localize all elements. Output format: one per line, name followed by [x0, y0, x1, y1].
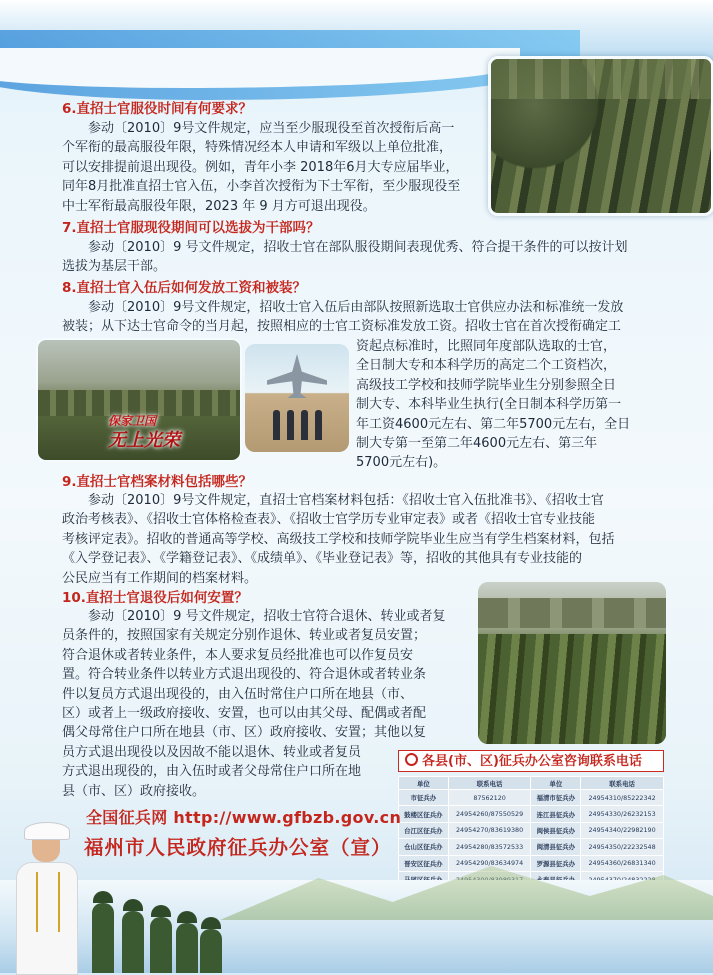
photo-parade-formation	[478, 582, 666, 744]
section-8-side-line: 全日制大专和本科学历的高定二个工资档次，	[356, 358, 617, 374]
photo-caption	[108, 410, 180, 451]
caption-line-1: 保家卫国	[108, 414, 157, 428]
photo-fighter-jet-pilots	[245, 344, 349, 452]
table-row	[399, 790, 664, 806]
section-9-line: 政治考核表》、《招收士官体格检查表》、《招收士官学历专业审定表》或者《招收士官专业技能	[62, 512, 596, 528]
section-8-body	[62, 298, 662, 337]
section-6-line: 参动〔2010〕9号文件规定，应当至少服现役至首次授衔后高一	[88, 121, 455, 136]
cell-phone: 24954330/26232153	[581, 806, 664, 822]
section-10-title: 10.直招士官退役后如何安置？	[62, 590, 248, 606]
photo-soldier-rows	[478, 634, 666, 744]
cell-unit: 鼓楼区征兵办	[399, 806, 449, 822]
soldier-figure	[200, 929, 222, 973]
header-unit: 单位	[399, 777, 449, 790]
section-6-line: 同年8月批准直招士官入伍，小李首次授衔为下士军衔，至少服现役至	[62, 179, 461, 195]
table-header-row	[399, 777, 664, 790]
section-7-line: 选拔为基层干部。	[62, 259, 167, 275]
cell-unit: 晋安区征兵办	[399, 855, 449, 871]
cell-phone: 24954350/22232548	[581, 839, 664, 855]
section-8-side-line: 资起点标准时，比照同年度部队选取的士官，	[356, 339, 617, 354]
section-8-side-line: 5700元左右)。	[356, 455, 447, 471]
pilot-figure	[301, 410, 308, 440]
pilot-figure	[273, 410, 280, 440]
gold-trim	[36, 872, 60, 932]
section-10-line: 员条件的，按照国家有关规定分别作退休、转业或者复员安置；	[62, 628, 427, 644]
section-8-side-line: 高级技工学校和技师学院毕业生分别参照全日	[356, 377, 617, 393]
soldier-figure	[176, 923, 198, 973]
section-8-side-line: 制大专第一至第二年4600元左右、第三年	[356, 436, 598, 452]
table-row	[399, 806, 664, 822]
navy-officer-figure	[14, 812, 78, 973]
section-8-side-line: 年工资4600元左右、第二年5700元左右，全日	[356, 416, 631, 432]
contact-table-title	[398, 750, 664, 772]
section-10-line: 参动〔2010〕9 号文件规定，招收士官符合退休、转业或者复	[88, 609, 446, 624]
section-10-line: 区）或者上一级政府接收、安置，也可以由其父母、配偶或者配	[62, 706, 427, 722]
face-shape	[32, 838, 60, 862]
office-name: 福州市人民政府征兵办公室（宣）	[84, 836, 392, 859]
cell-phone: 24954270/83619380	[448, 822, 531, 838]
soldier-figure	[150, 917, 172, 973]
section-8-line: 被装；从下达士官命令的当月起，按照相应的士官工资标准发放工资。招收士官在首次授衔确定工	[62, 319, 622, 335]
table-row	[399, 822, 664, 838]
cell-unit: 台江区征兵办	[399, 822, 449, 838]
section-8-line: 参动〔2010〕9号文件规定，招收士官入伍后由部队按照新选取士官供应办法和标准统一发放	[88, 300, 624, 315]
cell-unit: 罗源县征兵办	[531, 855, 581, 871]
section-9-line: 《入学登记表》、《学籍登记表》、《成绩单》、《毕业登记表》等，招收的其他具有专业技能的	[62, 551, 583, 567]
section-9-body	[62, 491, 662, 588]
soldier-figure	[122, 911, 144, 973]
section-10-line: 件以复员方式退出现役的，由入伍时常住户口所在地县（市、	[62, 686, 414, 702]
jet-icon	[267, 354, 327, 398]
cell-unit: 闽清县征兵办	[531, 839, 581, 855]
cell-phone: 24954290/83634974	[448, 855, 531, 871]
table-row	[399, 855, 664, 871]
section-6-line: 可以安排提前退出现役。例如，青年小李 2018年6月大专应届毕业，	[62, 159, 459, 175]
table-row	[399, 839, 664, 855]
photo-marching-soldiers	[488, 56, 713, 216]
header-unit: 单位	[531, 777, 581, 790]
photo-missile-parade	[36, 338, 242, 462]
cell-unit: 闽侯县征兵办	[531, 822, 581, 838]
section-6-line: 中士军衔最高服役年限，2023 年 9 月方可退出现役。	[62, 198, 376, 214]
section-10-line: 县（市、区）政府接收。	[62, 783, 206, 799]
section-6-line: 个军衔的最高服役年限，特殊情况经本人申请和军级以上单位批准，	[62, 140, 453, 156]
cell-phone: 24954360/26831340	[581, 855, 664, 871]
header-phone: 联系电话	[581, 777, 664, 790]
section-7-body	[62, 238, 662, 277]
photo-vehicles	[478, 598, 666, 628]
section-7-title: 7.直招士官服现役期间可以选拔为干部吗？	[62, 220, 320, 236]
section-6-body	[62, 119, 492, 216]
header-phone: 联系电话	[448, 777, 531, 790]
section-10-line: 偶父母常住户口所在地县（市、区）政府接收、安置；其他以复	[62, 725, 427, 741]
section-10-line: 符合退休或者转业条件，本人要求复员经批准也可以作复员安	[62, 647, 414, 663]
section-9-line: 参动〔2010〕9号文件规定，直招士官档案材料包括：《招收士官入伍批准书》、《招收士官	[88, 493, 604, 508]
cell-phone: 24954340/22982190	[581, 822, 664, 838]
soldier-figure	[92, 903, 114, 973]
caption-line-2: 无上光荣	[108, 430, 180, 451]
contact-title-text: 各县(市、区)征兵办公室咨询联系电话	[422, 754, 642, 769]
section-9-line: 公民应当有工作期间的档案材料。	[62, 570, 258, 586]
cap-shape	[24, 822, 70, 840]
pilot-figure	[315, 410, 322, 440]
section-10-line: 员方式退出现役以及因故不能以退休、转业或者复员	[62, 744, 362, 760]
cell-unit: 市征兵办	[399, 790, 449, 806]
section-9-line: 考核评定表》。招收的普通高等学校、高级技工学校和技师学院毕业生应当有学生档案材料，包括	[62, 531, 615, 547]
ring-icon	[405, 753, 418, 766]
pilot-figure	[287, 410, 294, 440]
section-8-side-body	[356, 337, 666, 473]
recruit-website-link[interactable]: 全国征兵网 http://www.gfbzb.gov.cn	[86, 808, 402, 827]
cell-phone: 24954280/83572533	[448, 839, 531, 855]
section-10-line: 置。符合转业条件以转业方式退出现役的、符合退休或者转业条	[62, 667, 427, 683]
soldiers-figures	[92, 880, 232, 973]
section-8-side-line: 制大专、本科毕业生执行(全日制本科学历第一	[356, 397, 622, 413]
cell-unit: 福清市征兵办	[531, 790, 581, 806]
section-9-title: 9.直招士官档案材料包括哪些？	[62, 474, 253, 490]
section-8-title: 8.直招士官入伍后如何发放工资和被装？	[62, 280, 307, 296]
section-10-line: 方式退出现役的，由入伍时或者父母常住户口所在地	[62, 764, 362, 780]
section-6-title: 6.直招士官服役时间有何要求？	[62, 101, 253, 117]
cell-phone: 87562120	[448, 790, 531, 806]
cell-unit: 仓山区征兵办	[399, 839, 449, 855]
cell-unit: 连江县征兵办	[531, 806, 581, 822]
section-7-line: 参动〔2010〕9 号文件规定，招收士官在部队服役期间表现优秀、符合提干条件的可以按计划	[88, 240, 628, 255]
cell-phone: 24954260/87550529	[448, 806, 531, 822]
cell-phone: 24954310/85222342	[581, 790, 664, 806]
